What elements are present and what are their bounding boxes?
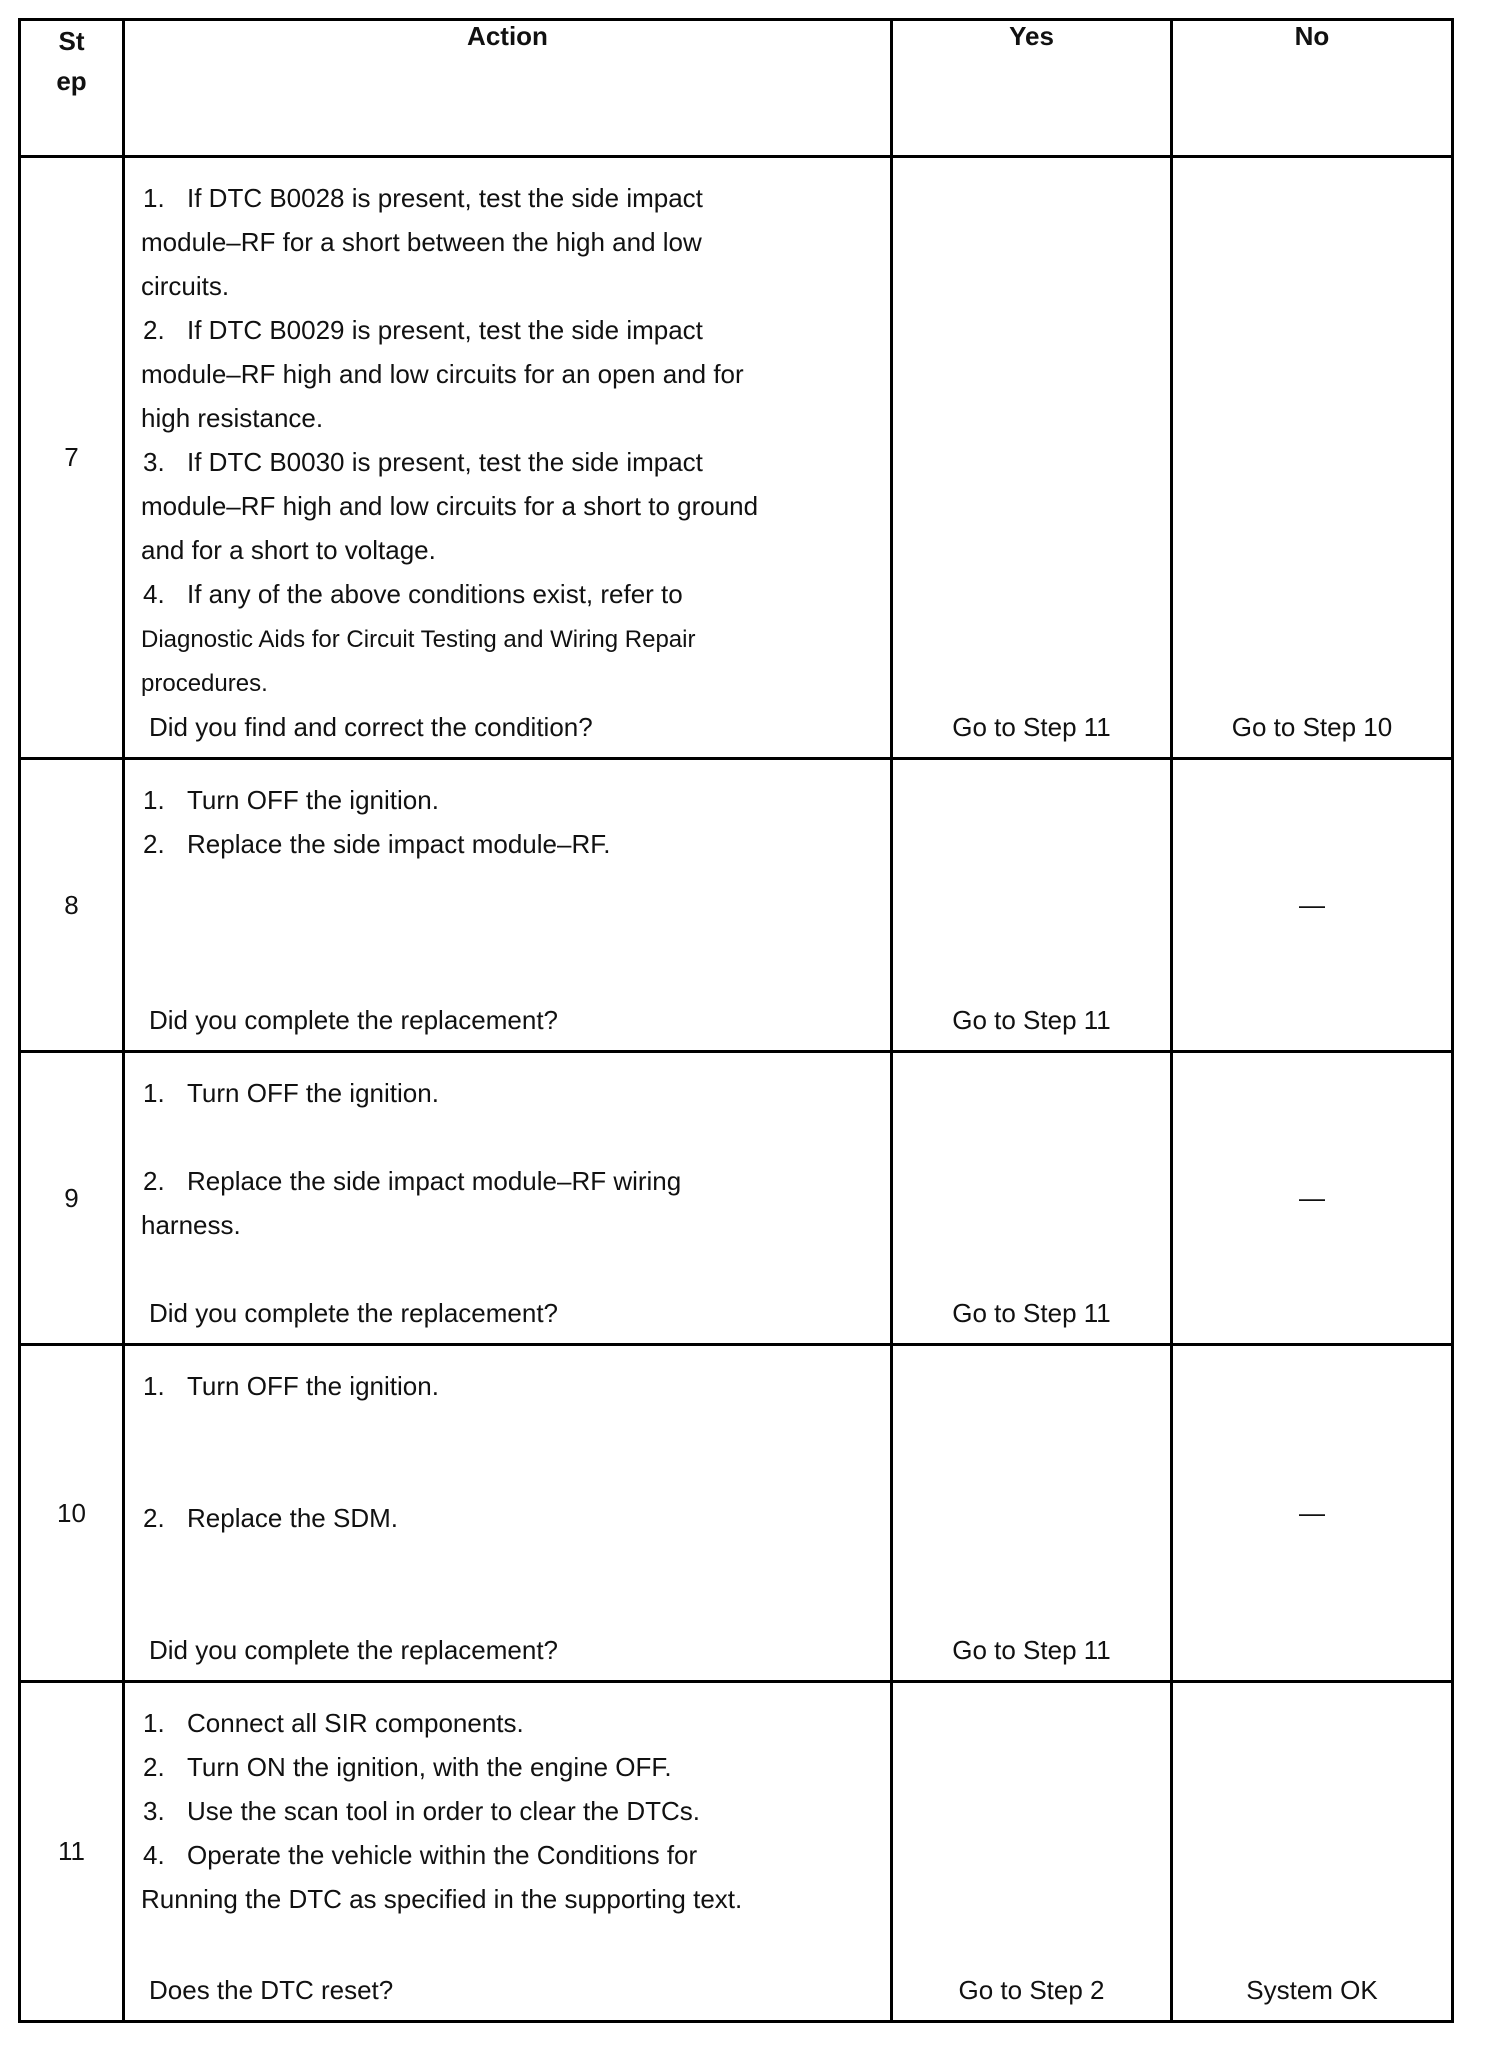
action-cell	[124, 759, 892, 1052]
action-item: 2. Replace the SDM.	[143, 1503, 398, 1533]
action-item: 2. Replace the side impact module–RF.	[143, 829, 611, 859]
action-item: 3. Use the scan tool in order to clear the DTCs.	[143, 1796, 701, 1826]
no-cell	[1172, 157, 1453, 759]
action-item: 1. Turn OFF the ignition.	[143, 1078, 439, 1108]
step-number: 10	[20, 1345, 124, 1682]
no-answer: System OK	[1246, 1975, 1378, 2005]
action-cell	[124, 1052, 892, 1345]
action-item: 2. If DTC B0029 is present, test the side impact module–RF high and low circuits for an open and for high resistance.	[141, 315, 744, 433]
action-item: 1. Turn OFF the ignition.	[143, 785, 439, 815]
question-text: Did you complete the replacement?	[149, 1635, 559, 1665]
step-row-9	[20, 1052, 1453, 1345]
question-text: Did you complete the replacement?	[149, 1005, 559, 1035]
action-cell	[124, 157, 892, 759]
action-item: 2. Turn ON the ignition, with the engine OFF.	[143, 1752, 672, 1782]
question-text: Does the DTC reset?	[149, 1975, 394, 2005]
yes-cell	[892, 1345, 1172, 1682]
step-row-11	[20, 1682, 1453, 2022]
diagnostic-table	[18, 18, 1454, 2023]
yes-answer: Go to Step 11	[952, 1298, 1111, 1328]
step-row-7	[20, 157, 1453, 759]
header-step	[20, 20, 124, 157]
action-item: 3. If DTC B0030 is present, test the side impact module–RF high and low circuits for a short to ground and for a short to voltage.	[141, 447, 759, 565]
yes-cell	[892, 1052, 1172, 1345]
action-item: 1. Turn OFF the ignition.	[143, 1371, 439, 1401]
action-item: 1. Connect all SIR components.	[143, 1708, 524, 1738]
step-number: 8	[20, 759, 124, 1052]
no-answer: —	[1299, 889, 1325, 920]
action-cell	[124, 1345, 892, 1682]
header-row	[20, 20, 1453, 157]
yes-answer: Go to Step 11	[952, 712, 1111, 742]
header-step-line2: ep	[56, 66, 87, 96]
no-answer: —	[1299, 1497, 1325, 1528]
no-cell	[1172, 1345, 1453, 1682]
yes-answer: Go to Step 11	[952, 1005, 1111, 1035]
action-item: 4. Operate the vehicle within the Conditions for Running the DTC as specified in the supporting text.	[141, 1840, 743, 1914]
no-cell	[1172, 1682, 1453, 2022]
question-text: Did you complete the replacement?	[149, 1298, 559, 1328]
no-answer: Go to Step 10	[1231, 712, 1393, 742]
header-yes: Yes	[892, 20, 1172, 157]
no-cell	[1172, 759, 1453, 1052]
no-answer: —	[1299, 1182, 1325, 1213]
action-item: 2. Replace the side impact module–RF wiring harness.	[141, 1166, 682, 1240]
step-row-10	[20, 1345, 1453, 1682]
yes-answer: Go to Step 2	[958, 1975, 1105, 2005]
question-text: Did you find and correct the condition?	[149, 712, 593, 742]
header-no: No	[1172, 20, 1453, 157]
header-action: Action	[124, 20, 892, 157]
yes-cell	[892, 759, 1172, 1052]
action-item: 4. If any of the above conditions exist, refer to Diagnostic Aids for Circuit Testing and Wiring Repair procedures.	[141, 579, 696, 697]
step-number: 11	[20, 1682, 124, 2022]
step-number: 7	[20, 157, 124, 759]
action-item: 1. If DTC B0028 is present, test the side impact module–RF for a short between the high and low circuits.	[141, 183, 703, 301]
step-row-8	[20, 759, 1453, 1052]
yes-answer: Go to Step 11	[952, 1635, 1111, 1665]
yes-cell	[892, 1682, 1172, 2022]
yes-cell	[892, 157, 1172, 759]
no-cell	[1172, 1052, 1453, 1345]
step-number: 9	[20, 1052, 124, 1345]
header-step-line1: St	[58, 26, 85, 56]
action-cell	[124, 1682, 892, 2022]
